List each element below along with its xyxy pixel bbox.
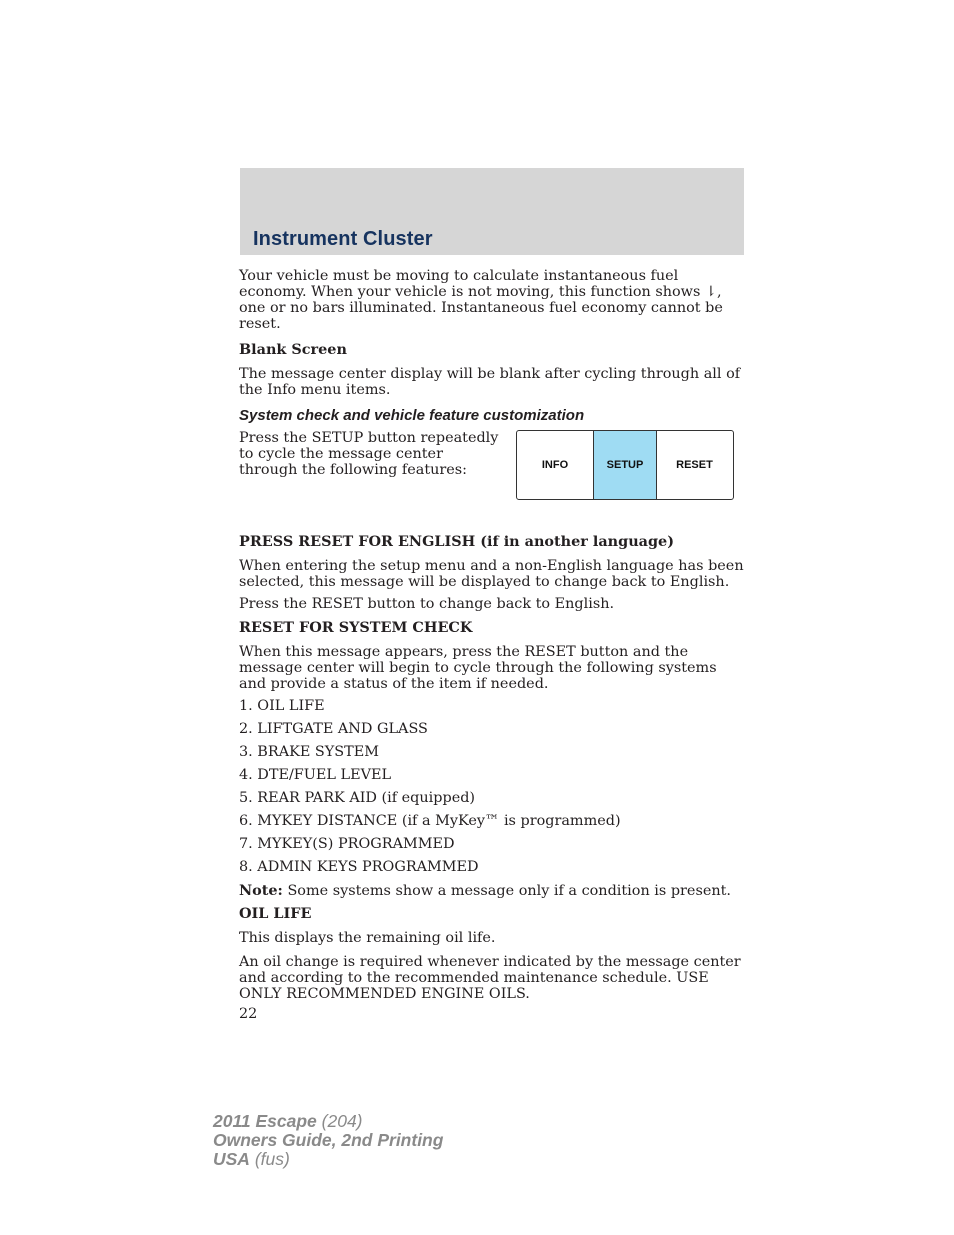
reset-system-check-heading: RESET FOR SYSTEM CHECK (239, 619, 473, 636)
page-content (239, 268, 744, 1022)
footer-line-model (213, 1112, 443, 1131)
press-reset-english-heading: PRESS RESET FOR ENGLISH (if in another language) (239, 533, 675, 550)
list-item: 3. BRAKE SYSTEM (239, 744, 379, 760)
oil-life-paragraph-1: This displays the remaining oil life. (239, 930, 496, 946)
system-check-heading: System check and vehicle feature customization (239, 407, 585, 424)
list-item: 5. REAR PARK AID (if equipped) (239, 790, 476, 806)
footer-guide: Owners Guide, 2nd Printing (213, 1130, 444, 1150)
oil-life-paragraph-2: An oil change is required whenever indicated by the message center and according to the recommended maintenance schedule. USE ONLY RECOMMENDED ENGINE OILS. (239, 954, 741, 1002)
publication-footer (213, 1112, 443, 1169)
list-item: 8. ADMIN KEYS PROGRAMMED (239, 859, 479, 875)
note-label: Note: (239, 882, 283, 899)
intro-paragraph: Your vehicle must be moving to calculate instantaneous fuel economy. When your vehicle is not moving, this function shows ⇂, one or no bars illuminated. Instantaneous fuel economy cannot be reset. (239, 268, 723, 332)
section-title: Instrument Cluster (253, 228, 433, 250)
setup-feature-row (239, 430, 744, 534)
setup-button: SETUP (593, 431, 657, 499)
list-item: 7. MYKEY(S) PROGRAMMED (239, 836, 455, 852)
reset-button: RESET (676, 459, 713, 471)
blank-screen-paragraph: The message center display will be blank after cycling through all of the Info menu items. (239, 366, 741, 398)
list-item: 6. MYKEY DISTANCE (if a MyKey™ is programmed) (239, 813, 621, 829)
footer-line-guide (213, 1131, 443, 1150)
footer-market-code: (fus) (249, 1149, 290, 1169)
list-item: 2. LIFTGATE AND GLASS (239, 721, 428, 737)
list-item: 1. OIL LIFE (239, 698, 325, 714)
footer-market: USA (213, 1149, 250, 1169)
note-text: Some systems show a message only if a condition is present. (282, 883, 731, 899)
info-button: INFO (541, 459, 569, 471)
setup-paragraph: Press the SETUP button repeatedly to cycle the message center through the following features: (239, 430, 499, 478)
footer-model: 2011 Escape (213, 1111, 317, 1131)
press-reset-english-paragraph-1: When entering the setup menu and a non-English language has been selected, this message will be displayed to change back to English. (239, 558, 744, 590)
note-paragraph (239, 882, 744, 900)
section-header (240, 168, 744, 255)
oil-life-heading: OIL LIFE (239, 905, 312, 922)
press-reset-english-paragraph-2: Press the RESET button to change back to English. (239, 596, 615, 612)
cluster-button-panel (516, 430, 734, 500)
reset-system-check-paragraph: When this message appears, press the RESET button and the message center will begin to cycle through the following systems and provide a status of the item if needed. (239, 644, 717, 692)
footer-line-market (213, 1150, 443, 1169)
blank-screen-heading: Blank Screen (239, 341, 347, 358)
page-number: 22 (239, 1006, 258, 1022)
list-item: 4. DTE/FUEL LEVEL (239, 767, 392, 783)
footer-model-code: (204) (316, 1111, 363, 1131)
